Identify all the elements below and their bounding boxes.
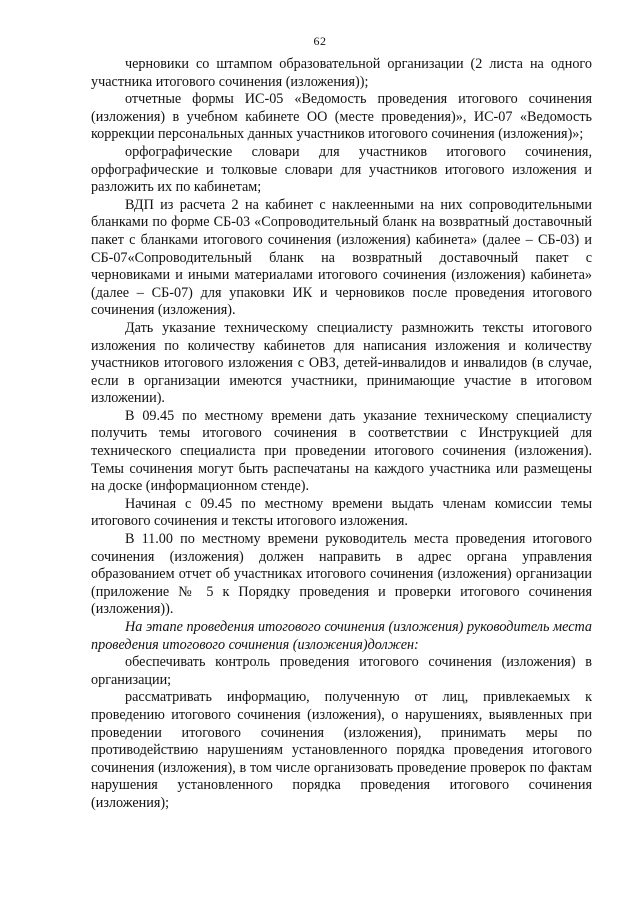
paragraph-stage-heading: На этапе проведения итогового сочинения (изложения) руководитель места проведения итогового сочинения (изложения)должен: — [91, 619, 592, 653]
paragraph-copy-texts: Дать указание техническому специалисту размножить тексты итогового изложения по количеству кабинетов для написания изложения и количеству участников итогового изложения с ОВЗ, детей-инвалидов и инвалидов (в случае, если в организации имеются участники, принимающие участие в итоговом изложении). — [91, 319, 592, 407]
document-body — [91, 56, 592, 813]
paragraph-receive-topics: В 09.45 по местному времени дать указание техническому специалисту получить темы итогового сочинения в соответствии с Инструкцией для технического специалиста при проведении итогового сочинения (изложения). Темы сочинения могут быть распечатаны на каждого участника или размещены на доске (информационном стенде). — [91, 407, 592, 495]
paragraph-issue-topics: Начиная с 09.45 по местному времени выдать членам комиссии темы итогового сочинения и тексты итогового изложения. — [91, 495, 592, 530]
paragraph-drafts: черновики со штампом образовательной организации (2 листа на одного участника итогового сочинения (изложения)); — [91, 56, 592, 90]
paragraph-review-violations: рассматривать информацию, полученную от лиц, привлекаемых к проведению итогового сочинения (изложения), о нарушениях, выявленных при проведении итогового сочинения (изложения), принимать меры по противодействию нарушениям установленного порядка проведения итогового сочинения (изложения), в том числе организовать проведение проверок по фактам нарушения установленного порядка проведения итогового сочинения (изложения); — [91, 689, 592, 811]
paragraph-return-packages: ВДП из расчета 2 на кабинет с наклеенными на них сопроводительными бланками по форме СБ-03 «Сопроводительный бланк на возвратный доставочный пакет с бланками итогового сочинения (изложения) кабинета» (далее – СБ-03) и СБ-07«Сопроводительный бланк на возвратный доставочный пакет с черновиками и иными материалами итогового сочинения (изложения) кабинета» (далее – СБ-07) для упаковки ИК и черновиков после проведения итогового сочинения (изложения). — [91, 196, 592, 319]
paragraph-dictionaries: орфографические словари для участников итогового сочинения, орфографические и толковые словари для участников итогового изложения и разложить их по кабинетам; — [91, 143, 592, 196]
paragraph-send-report: В 11.00 по местному времени руководитель места проведения итогового сочинения (изложения) должен направить в адрес органа управления образованием отчет об участниках итогового сочинения (изложения) организации (приложение № 5 к Порядку проведения и проверки итогового сочинения (изложения)). — [91, 531, 592, 618]
paragraph-report-forms: отчетные формы ИС-05 «Ведомость проведения итогового сочинения (изложения) в учебном кабинете ОО (месте проведения)», ИС-07 «Ведомость коррекции персональных данных участников итогового сочинения (изложения)»; — [91, 91, 592, 143]
page-number: 62 — [313, 34, 327, 48]
paragraph-ensure-control: обеспечивать контроль проведения итогового сочинения (изложения) в организации; — [91, 654, 592, 688]
